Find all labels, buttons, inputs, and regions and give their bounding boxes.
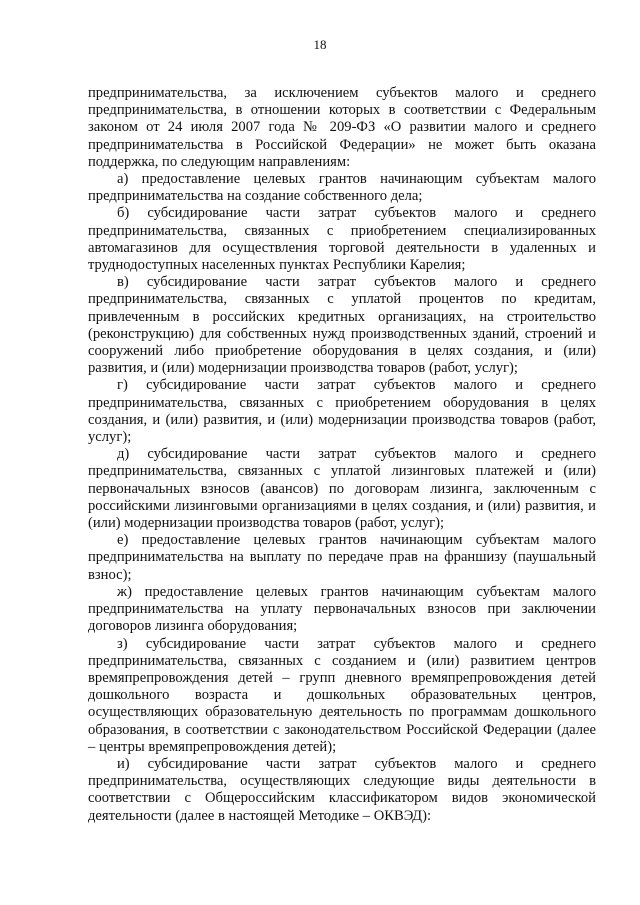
page-number: 18: [313, 37, 327, 52]
document-body: [88, 85, 596, 825]
paragraph-item-g: г) субсидирование части затрат субъектов малого и среднего предпринимательства, связанных с приобретением оборудования в целях создания, и (или) развития, и (или) модернизации производства товаров (работ, услуг);: [88, 377, 596, 446]
paragraph-item-d: д) субсидирование части затрат субъектов малого и среднего предпринимательства, связанных с уплатой лизинговых платежей и (или) первоначальных взносов (авансов) по договорам лизинга, заключенным с российскими лизинговыми организациями в целях создания, и (или) развития, и (или) модернизации производства товаров (работ, услуг);: [88, 446, 596, 532]
paragraph-item-e: е) предоставление целевых грантов начинающим субъектам малого предпринимательства на выплату по передаче прав на франшизу (паушальный взнос);: [88, 532, 596, 583]
paragraph-item-b: б) субсидирование части затрат субъектов малого и среднего предпринимательства, связанных с приобретением специализированных автомагазинов для осуществления торговой деятельности в удаленных и труднодоступных населенных пунктах Республики Карелия;: [88, 205, 596, 274]
paragraph-item-a: а) предоставление целевых грантов начинающим субъектам малого предпринимательства на создание собственного дела;: [88, 171, 596, 205]
paragraph-intro: предпринимательства, за исключением субъектов малого и среднего предпринимательства, в отношении которых в соответствии с Федеральным законом от 24 июля 2007 года № 209-ФЗ «О развитии малого и среднего предпринимательства в Российской Федерации» не может быть оказана поддержка, по следующим направлениям:: [88, 85, 596, 170]
paragraph-item-i: и) субсидирование части затрат субъектов малого и среднего предпринимательства, осуществляющих следующие виды деятельности в соответствии с Общероссийским классификатором видов экономической деятельности (далее в настоящей Методике – ОКВЭД):: [88, 755, 596, 824]
paragraph-item-zh: ж) предоставление целевых грантов начинающим субъектам малого предпринимательства на уплату первоначальных взносов при заключении договоров лизинга оборудования;: [88, 583, 596, 635]
paragraph-item-v: в) субсидирование части затрат субъектов малого и среднего предпринимательства, связанных с уплатой процентов по кредитам, привлеченным в российских кредитных организациях, на строительство (реконструкцию) для собственных нужд производственных зданий, строений и сооружений либо приобретение оборудования в целях создания, и (или) развития, и (или) модернизации производства товаров (работ, услуг);: [88, 274, 596, 377]
paragraph-item-z: з) субсидирование части затрат субъектов малого и среднего предпринимательства, связанных с созданием и (или) развитием центров времяпрепровождения детей – групп дневного времяпрепровождения детей дошкольного возраста и дошкольных образовательных центров, осуществляющих образовательную деятельность по программам дошкольного образования, в соответствии с законодательством Российской Федерации (далее – центры времяпрепровождения детей);: [88, 635, 596, 755]
